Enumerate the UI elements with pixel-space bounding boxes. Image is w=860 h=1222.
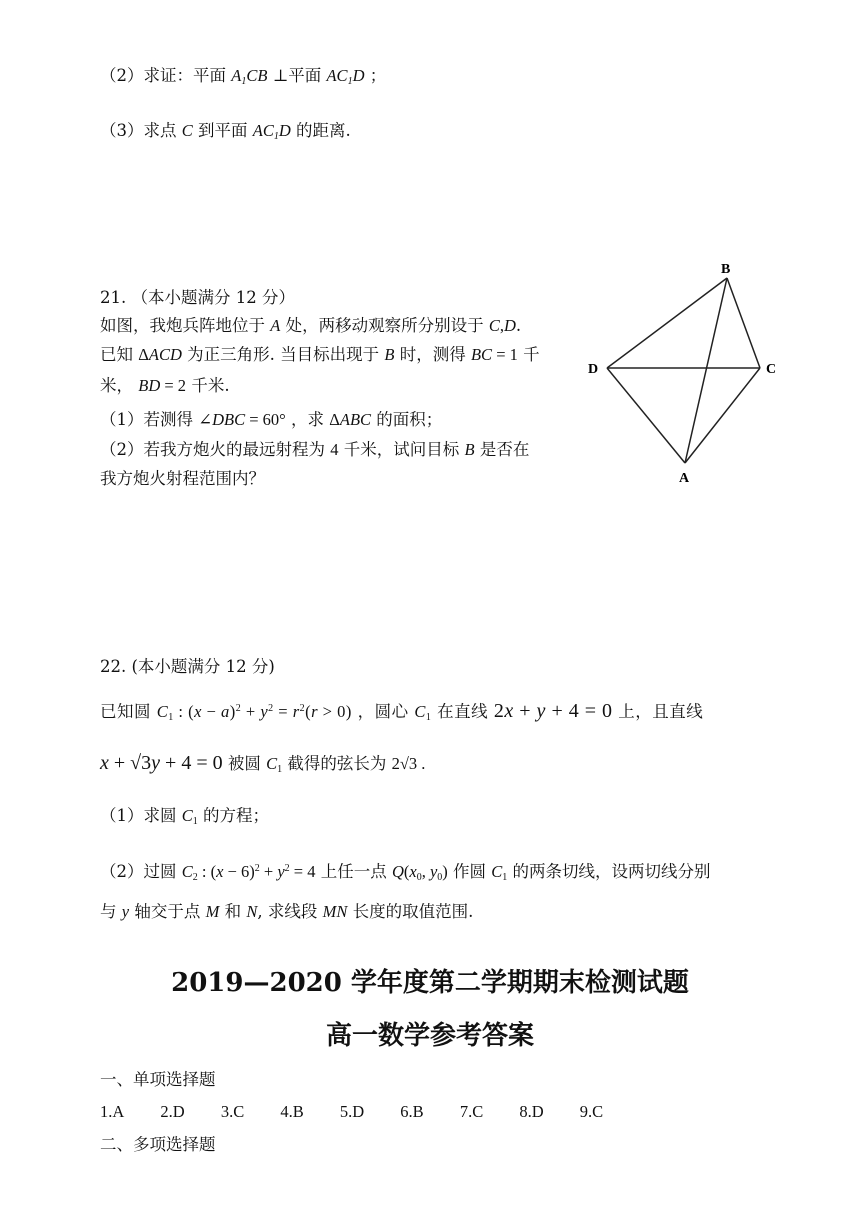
answer-subtitle: 高一数学参考答案 [325, 1021, 534, 1051]
quadrilateral-diagram [580, 258, 780, 488]
answer-item: 1.A [100, 1102, 125, 1121]
q22-line1: 已知圆 $C_1$ : $(x - a)^2 + y^2 = r^2(r > 0)$ ，圆心 $C_1$ 在直线 2x + y + 4 = 0 上，且直线 [100, 700, 704, 723]
answer-item: 7.C [459, 1102, 484, 1121]
section-single-choice: 一、单项选择题 [100, 1070, 216, 1089]
answer-item: 3.C [220, 1102, 245, 1121]
q21-line3: 米， BD = 2 千米. [100, 376, 230, 395]
answer-item: 9.C [579, 1102, 604, 1121]
q22-part1: （1）求圆 $C_1$ 的方程； [100, 806, 270, 827]
q21-part2: （2）若我方炮火的最远射程为 4 千米，试问目标 B 是否在 [100, 440, 530, 459]
q21-line2: 已知 ΔACD 为正三角形. 当目标出现于 B 时，测得 BC = 1 千 [100, 345, 540, 364]
answer-item: 2.D [160, 1102, 185, 1121]
point-c: C [181, 121, 193, 140]
answer-item: 5.D [339, 1102, 365, 1121]
plane-ac1d-2: $AC_1D$ [252, 121, 291, 142]
q22-part2-cont: 与 y 轴交于点 M 和 N, 求线段 MN 长度的取值范围. [100, 902, 474, 921]
segment-bc [727, 278, 760, 368]
q21-part2-cont: 我方炮火射程范围内？ [100, 469, 265, 488]
label-b: B [721, 262, 731, 277]
q22-part2: （2）过圆 $C_2$ : $(x - 6)^2 + y^2 = 4$ 上任一点 $Q(x_0$, $y_0$) 作圆 $C_1$ 的两条切线，设两切线分别 [100, 862, 711, 883]
q21-line1: 如图，我炮兵阵地位于 A 处，两移动观察所分别设于 C,D. [100, 316, 522, 335]
answer-list [100, 1102, 635, 1122]
answer-item: 6.B [400, 1102, 424, 1121]
plane-a1cb: $A_1CB$ [231, 66, 268, 87]
plane-ac1d: $AC_1D$ [326, 66, 365, 87]
q22-line2: x + √3y + 4 = 0 被圆 $C_1$ 截得的弦长为 2√3 . [100, 752, 426, 775]
q21-part1: （1）若测得 ∠DBC = 60° ，求 ΔABC 的面积； [100, 410, 443, 429]
label-c: C [766, 362, 777, 377]
segment-da [607, 368, 685, 463]
label-d: D [588, 362, 599, 377]
answer-title: 2019—2020 学年度第二学期期末检测试题 [171, 968, 689, 998]
label-a: A [679, 471, 690, 486]
q20-part3: （3）求点 C 到平面 $AC_1D$ 的距离. [100, 121, 351, 142]
q20-part2: （2）求证：平面 $A_1CB$ ⊥平面 $AC_1D$ ； [100, 66, 387, 87]
q22-header: 22. (本小题满分 12 分) [100, 657, 275, 676]
answer-item: 4.B [280, 1102, 304, 1121]
q21-header: 21. （本小题满分 12 分） [100, 288, 295, 307]
answer-item: 8.D [519, 1102, 544, 1121]
section-multi-choice: 二、多项选择题 [100, 1135, 216, 1154]
